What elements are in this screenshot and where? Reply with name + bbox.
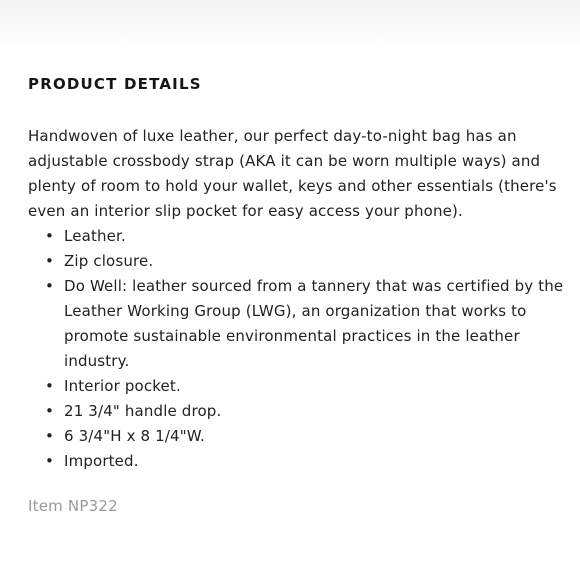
feature-text: 21 3/4" handle drop.	[64, 402, 222, 420]
list-item	[28, 374, 576, 399]
bullet-icon: •	[45, 277, 54, 295]
product-details-section	[28, 72, 576, 518]
bullet-icon: •	[45, 227, 54, 245]
feature-text: Zip closure.	[64, 252, 154, 270]
bullet-icon: •	[45, 452, 54, 470]
bullet-icon: •	[45, 427, 54, 445]
bullet-icon: •	[45, 377, 54, 395]
bullet-icon: •	[45, 252, 54, 270]
feature-text: Do Well: leather sourced from a tannery that was certified by the Leather Working Group (LWG), an organization that works to promote sustainable environmental practices in the leather industry.	[64, 277, 564, 370]
feature-list	[28, 224, 576, 474]
header-backdrop	[0, 0, 580, 48]
feature-text: Leather.	[64, 227, 126, 245]
list-item	[28, 449, 576, 474]
item-number: Item NP322	[28, 497, 118, 515]
list-item	[28, 399, 576, 424]
bullet-icon: •	[45, 402, 54, 420]
feature-text: Imported.	[64, 452, 139, 470]
section-heading: PRODUCT DETAILS	[28, 75, 202, 93]
list-item	[28, 249, 576, 274]
feature-text: 6 3/4"H x 8 1/4"W.	[64, 427, 205, 445]
list-item	[28, 424, 576, 449]
feature-text: Interior pocket.	[64, 377, 181, 395]
list-item	[28, 224, 576, 249]
product-description: Handwoven of luxe leather, our perfect day-to-night bag has an adjustable crossbody strap (AKA it can be worn multiple ways) and plenty of room to hold your wallet, keys and other essentials (there's even an interior slip pocket for easy access your phone).	[28, 127, 557, 220]
list-item	[28, 274, 576, 374]
